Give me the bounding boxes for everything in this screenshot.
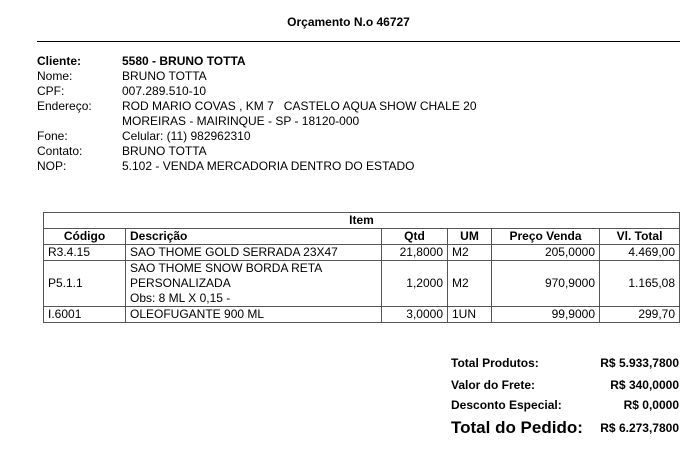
item-um: M2	[448, 261, 492, 307]
header-divider	[37, 41, 680, 42]
fone-label: Fone:	[37, 129, 68, 143]
nome-label: Nome:	[37, 69, 73, 83]
contato-label: Contato:	[37, 144, 83, 158]
table-row	[44, 245, 680, 261]
item-total: 1.165,08	[600, 261, 680, 307]
col-header-um: UM	[448, 229, 492, 245]
item-obs-line: Obs: 8 ML X 0,15 -	[130, 291, 231, 305]
totals-block	[451, 352, 679, 441]
table-row	[44, 261, 680, 307]
item-descricao: OLEOFUGANTE 900 ML	[126, 307, 382, 323]
total-produtos-label: Total Produtos:	[451, 356, 539, 370]
item-preco: 99,9000	[492, 307, 600, 323]
cpf-label: CPF:	[37, 84, 65, 98]
item-descricao: SAO THOME GOLD SERRADA 23X47	[126, 245, 382, 261]
item-descricao	[126, 261, 382, 307]
items-group-header-row	[44, 213, 680, 229]
contato-row	[37, 144, 477, 159]
nop-value: 5.102 - VENDA MERCADORIA DENTRO DO ESTADO	[122, 159, 415, 173]
valor-frete-label: Valor do Frete:	[451, 377, 536, 392]
nop-row	[37, 159, 477, 174]
cpf-value: 007.289.510-10	[122, 84, 207, 98]
nop-label: NOP:	[37, 159, 67, 173]
total-pedido-value: R$ 6.273,7800	[600, 421, 679, 435]
endereco-row-2	[37, 114, 477, 129]
item-codigo: P5.1.1	[44, 261, 126, 307]
total-produtos-value: R$ 5.933,7800	[600, 356, 679, 370]
client-info	[37, 54, 477, 174]
endereco-line2: MOREIRAS - MAIRINQUE - SP - 18120-000	[122, 114, 360, 128]
col-header-total: Vl. Total	[600, 229, 680, 245]
item-um: 1UN	[448, 307, 492, 323]
endereco-line1: ROD MARIO COVAS , KM 7 CASTELO AQUA SHOW CHALE 20	[122, 99, 477, 113]
total-pedido-row	[451, 415, 679, 441]
item-total: 4.469,00	[600, 245, 680, 261]
endereco-row	[37, 99, 477, 114]
item-qtd: 21,8000	[382, 245, 448, 261]
item-total: 299,70	[600, 307, 680, 323]
desconto-row	[451, 395, 679, 415]
desconto-label: Desconto Especial:	[451, 398, 562, 412]
item-descricao-line: PERSONALIZADA	[130, 276, 231, 290]
cliente-label: Cliente:	[37, 54, 82, 68]
endereco-label: Endereço:	[37, 99, 92, 113]
item-qtd: 1,2000	[382, 261, 448, 307]
nome-value: BRUNO TOTTA	[122, 69, 207, 83]
col-header-preco: Preço Venda	[492, 229, 600, 245]
cpf-row	[37, 84, 477, 99]
items-table	[43, 212, 680, 323]
item-preco: 205,0000	[492, 245, 600, 261]
desconto-value: R$ 0,0000	[623, 398, 679, 412]
nome-row	[37, 69, 477, 84]
document-title: Orçamento N.o 46727	[287, 15, 410, 29]
total-pedido-label: Total do Pedido:	[451, 418, 583, 437]
item-qtd: 3,0000	[382, 307, 448, 323]
total-produtos-row	[451, 352, 679, 374]
col-header-descricao: Descrição	[126, 229, 382, 245]
item-preco: 970,9000	[492, 261, 600, 307]
fone-value: Celular: (11) 982962310	[122, 129, 251, 143]
items-header-row	[44, 229, 680, 245]
items-group-header: Item	[44, 213, 680, 229]
fone-row	[37, 129, 477, 144]
valor-frete-row	[451, 374, 679, 395]
item-codigo: I.6001	[44, 307, 126, 323]
cliente-value: 5580 - BRUNO TOTTA	[122, 54, 246, 68]
item-um: M2	[448, 245, 492, 261]
table-row	[44, 307, 680, 323]
item-codigo: R3.4.15	[44, 245, 126, 261]
col-header-codigo: Código	[44, 229, 126, 245]
col-header-qtd: Qtd	[382, 229, 448, 245]
client-row	[37, 54, 477, 69]
item-descricao-line: SAO THOME SNOW BORDA RETA	[130, 261, 323, 275]
contato-value: BRUNO TOTTA	[122, 144, 207, 158]
valor-frete-value: R$ 340,0000	[610, 377, 679, 392]
